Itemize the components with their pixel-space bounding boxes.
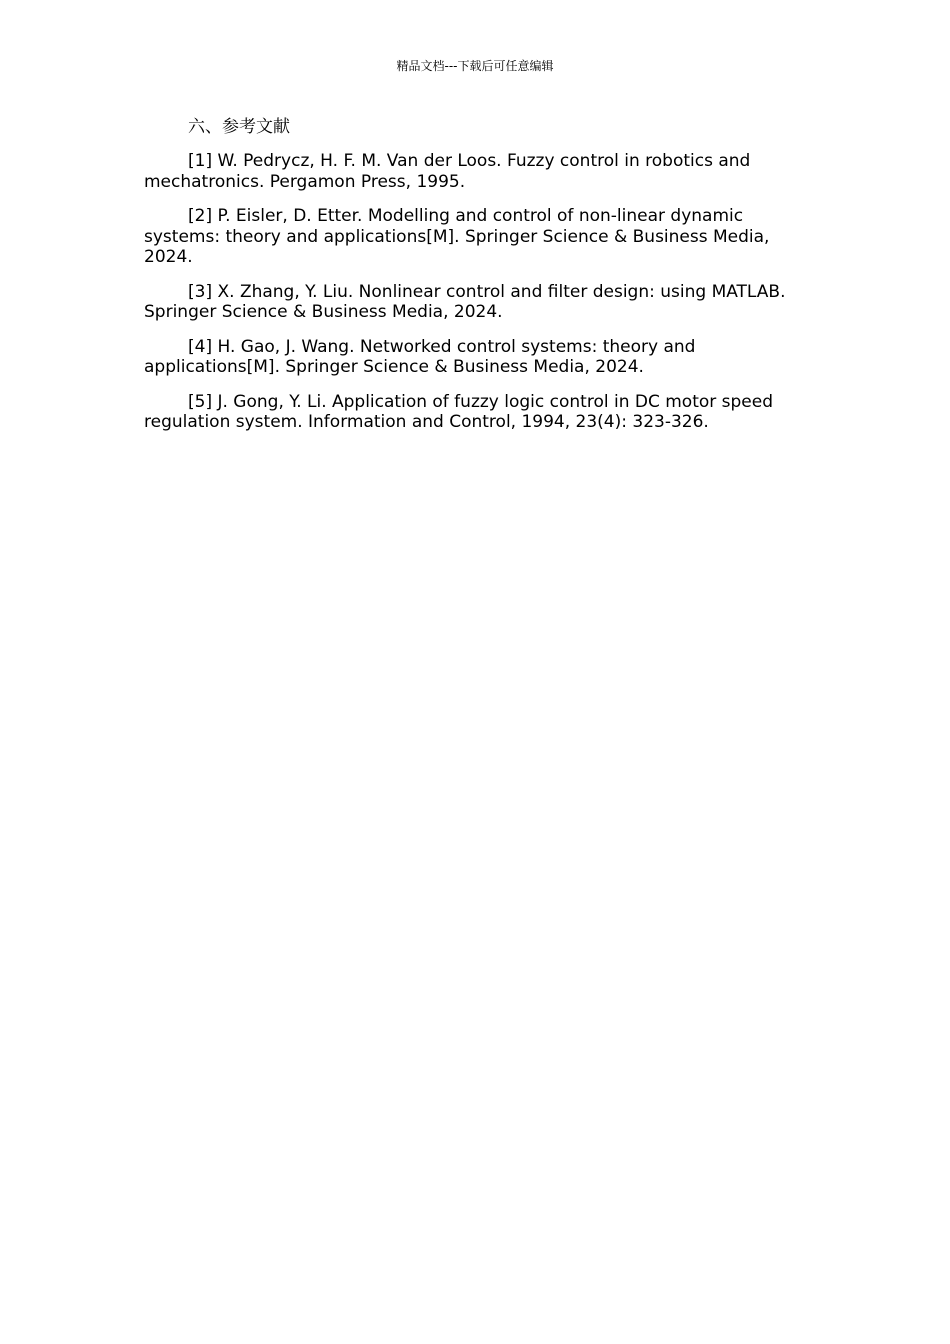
reference-item-1: [1] W. Pedrycz, H. F. M. Van der Loos. Fuzzy control in robotics and mechatronics. Pergamon Press, 1995.: [144, 151, 751, 192]
section-heading: 六、参考文献: [188, 117, 290, 137]
page-header: 精品文档---下载后可任意编辑: [396, 59, 554, 73]
references-section: [144, 116, 810, 447]
reference-item-5: [5] J. Gong, Y. Li. Application of fuzzy logic control in DC motor speed regulation system. Information and Control, 1994, 23(4): 323-326.: [144, 391, 774, 432]
reference-item-3: [3] X. Zhang, Y. Liu. Nonlinear control and filter design: using MATLAB. Springer Science & Business Media, 2024.: [144, 281, 786, 322]
reference-item-2: [2] P. Eisler, D. Etter. Modelling and control of non-linear dynamic systems: theory and applications[M]. Springer Science & Business Media, 2024.: [144, 206, 770, 267]
reference-item-4: [4] H. Gao, J. Wang. Networked control systems: theory and applications[M]. Springer Science & Business Media, 2024.: [144, 336, 696, 377]
